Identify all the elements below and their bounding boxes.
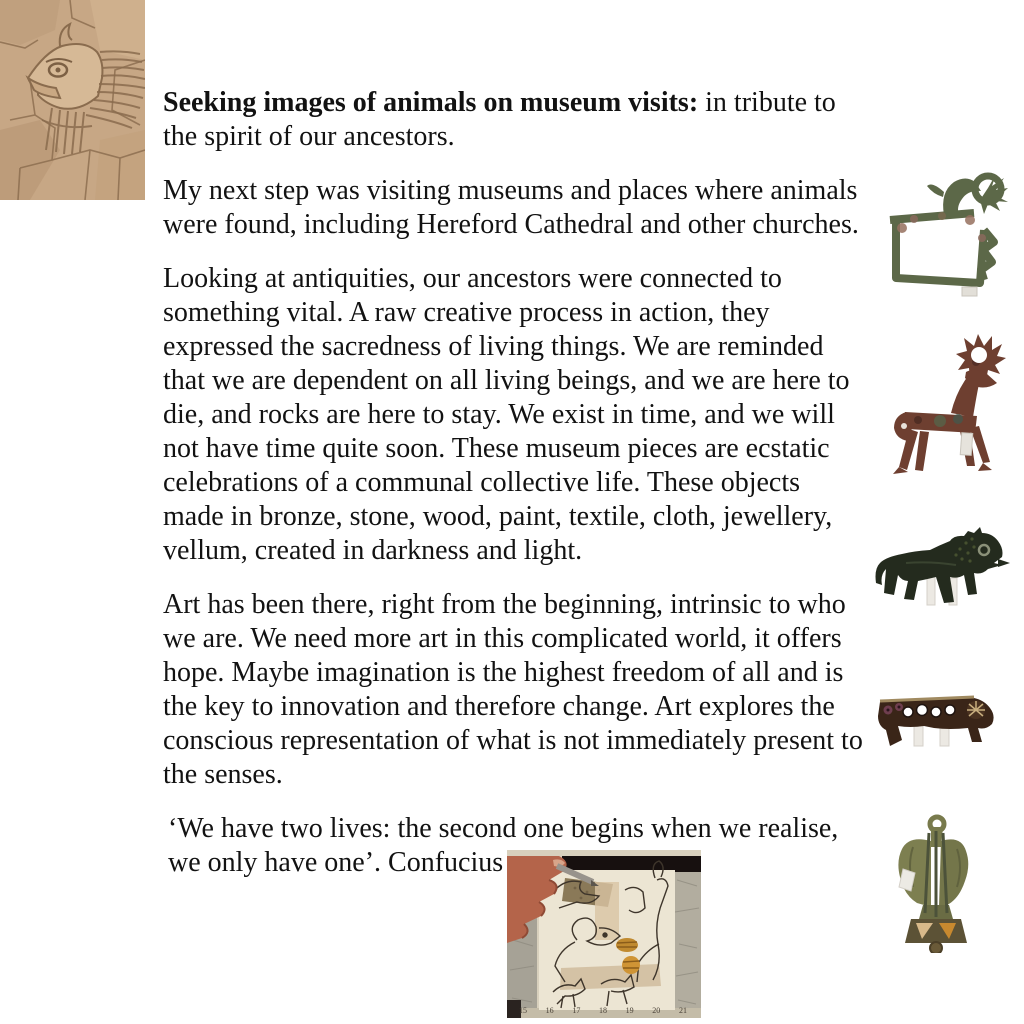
artifact-photo-eagle bbox=[891, 813, 975, 953]
bronze-boar-image bbox=[874, 690, 1002, 760]
face-disc bbox=[967, 701, 985, 719]
ruler-number: 17 bbox=[572, 1006, 581, 1015]
artifact-photo-standing-stag bbox=[878, 320, 1010, 480]
ruler-number: 16 bbox=[545, 1006, 554, 1015]
heading-paragraph bbox=[163, 86, 867, 154]
falcon-relief-image bbox=[0, 0, 145, 200]
sketch-photo bbox=[507, 850, 701, 1018]
paragraph-art: Art has been there, right from the beginning, intrinsic to who we are. We need more art in this complicated world, it offers hope. Maybe imagination is the highest freedom of all and is the key to innovation and therefore change. Art explores the conscious representation of what is not immediately present to the senses. bbox=[163, 589, 863, 790]
antler-hole bbox=[971, 347, 987, 363]
ruler-number: 18 bbox=[598, 1006, 607, 1015]
quote-paragraph: ‘We have two lives: the second one begins when we realise, we only have one’. Confucius bbox=[168, 813, 839, 878]
map-strip-right bbox=[673, 862, 701, 1018]
artifact-photo-stag-plaque bbox=[882, 156, 1014, 298]
stag-head-and-antler bbox=[927, 174, 1008, 215]
heading-bold: Seeking images of animals on museum visits: bbox=[163, 87, 699, 118]
artifact-photo-boar bbox=[874, 690, 1002, 760]
ruler-number: 21 bbox=[678, 1006, 687, 1015]
hand-drawing-image bbox=[507, 850, 701, 1018]
paragraph-antiquities: Looking at antiquities, our ancestors were connected to something vital. A raw creative process in action, they expressed the sacredness of living things. We are reminded that we are dependent on all living beings, and we are here to die, and rocks are here to stay. We exist in time, and we will not have time quite soon. These museum pieces are ecstatic celebrations of a communal collective life. These objects made in bronze, stone, wood, paint, textile, cloth, jewellery, vellum, created in darkness and light. bbox=[163, 263, 850, 566]
artifact-photo-lion bbox=[870, 523, 1012, 615]
paragraph-museums: My next step was visiting museums and places where animals were found, including Hereford Cathedral and other churches. bbox=[163, 175, 859, 240]
bronze-standing-stag-image bbox=[878, 320, 1010, 480]
museum-tag bbox=[962, 287, 977, 296]
article-text bbox=[163, 86, 867, 900]
stone-relief-photo bbox=[0, 0, 145, 200]
ruler-number: 20 bbox=[652, 1006, 661, 1015]
bronze-lion-image bbox=[870, 523, 1012, 615]
ruler-numbers bbox=[519, 1007, 687, 1015]
ruler-number: 15 bbox=[519, 1006, 527, 1015]
heading-rest: in tribute to the spirit of our ancestors. bbox=[163, 87, 836, 152]
bronze-stag-plaque-image bbox=[882, 156, 1014, 298]
stag-body bbox=[893, 334, 1006, 474]
bronze-eagle-image bbox=[891, 813, 975, 953]
stag-plaque-frame bbox=[890, 213, 994, 283]
lion-silhouette bbox=[876, 527, 1003, 603]
museum-tag bbox=[960, 433, 973, 456]
enamel-base bbox=[905, 919, 967, 953]
ruler-number: 19 bbox=[625, 1006, 634, 1015]
dark-top-bar bbox=[562, 856, 701, 872]
